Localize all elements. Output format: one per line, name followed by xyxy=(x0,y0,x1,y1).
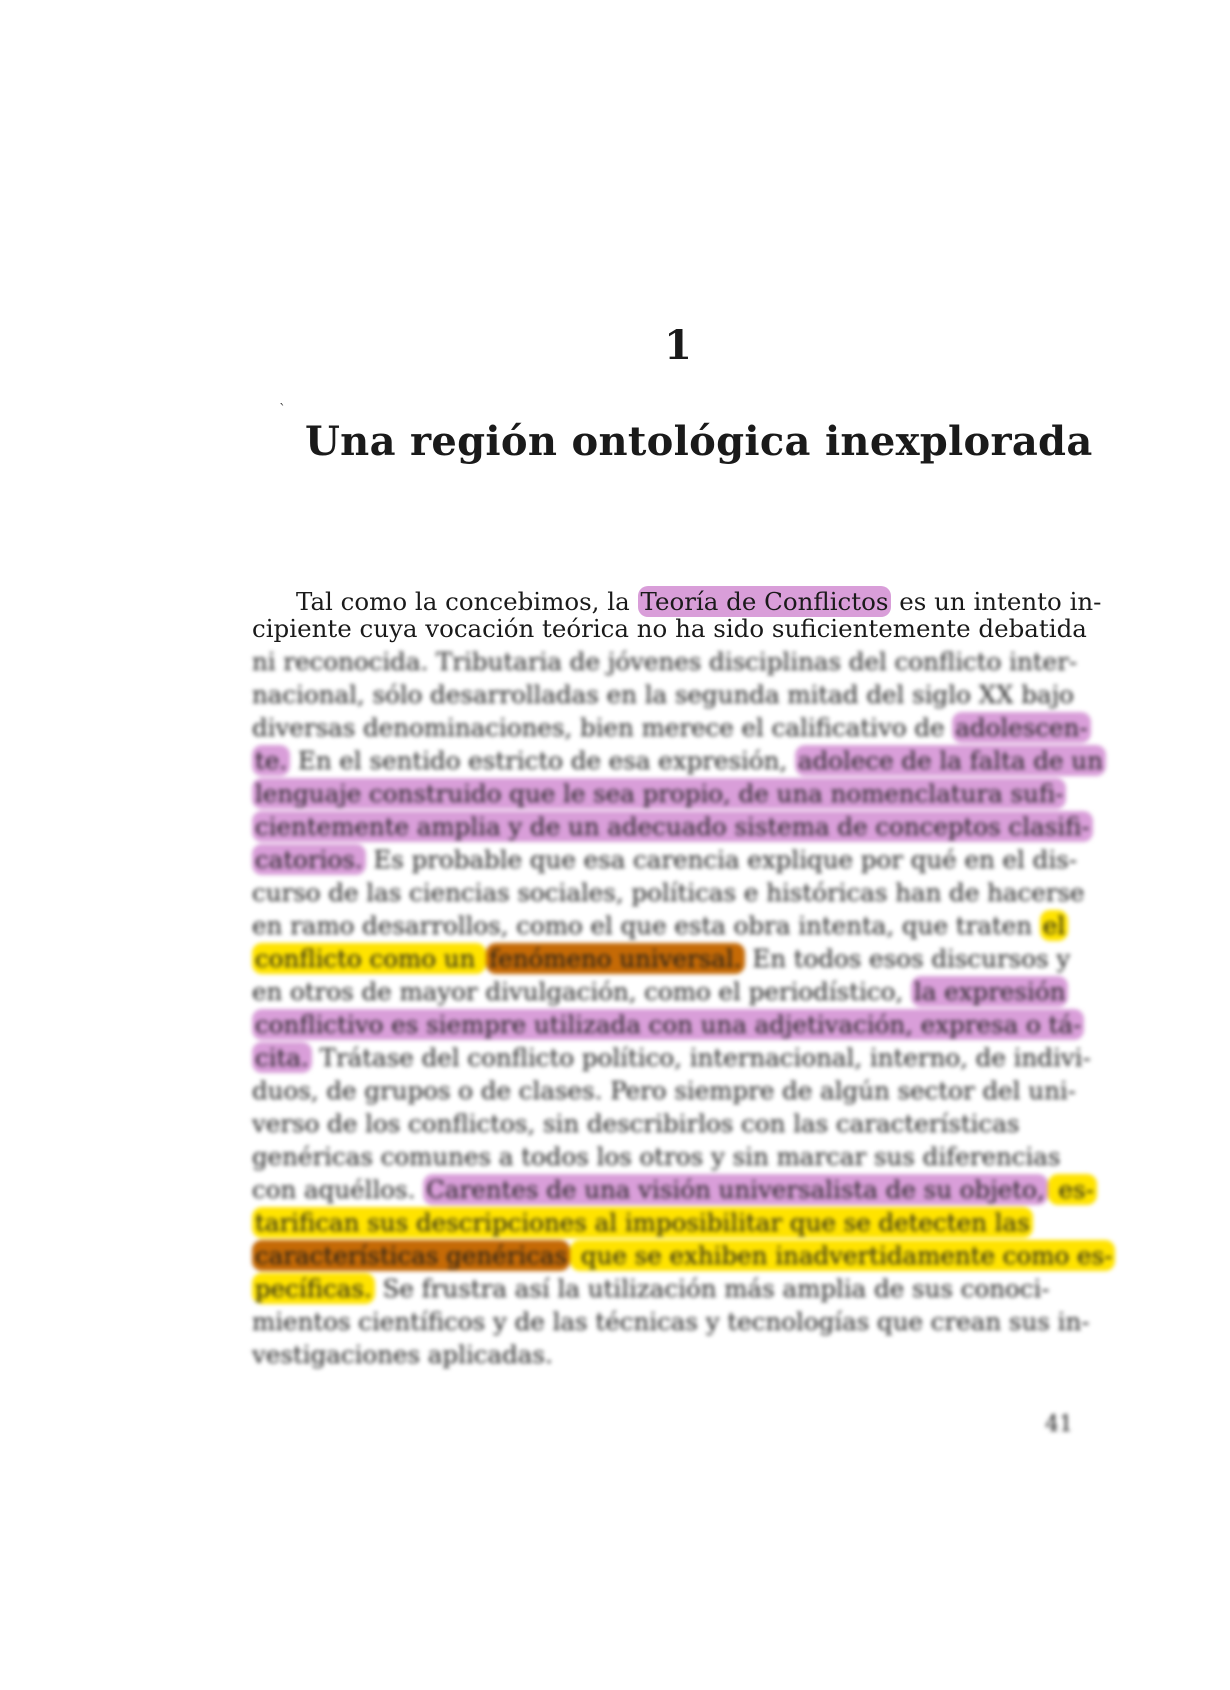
highlight-pink: te. xyxy=(252,745,290,776)
highlight-orange: fenómeno universal. xyxy=(486,943,744,974)
highlight-pink: conflictivo es siempre utilizada con una adjetivación, expresa o tá- xyxy=(252,1009,1084,1040)
highlight-pink: cientemente amplia y de un adecuado sistema de conceptos clasifi- xyxy=(252,811,1093,842)
highlight-pink: Carentes de una visión universalista de su objeto, xyxy=(423,1174,1048,1205)
chapter-title: Una región ontológica inexplorada xyxy=(305,418,1093,465)
highlight-yellow: tarifican sus descripciones al imposibilitar que se detecten las xyxy=(252,1207,1033,1238)
text-span: en ramo desarrollos, como el que esta obra intenta, que traten xyxy=(252,911,1040,940)
highlight-pink: cita. xyxy=(252,1042,312,1073)
highlight-orange: características genéricas xyxy=(252,1240,570,1271)
text-line xyxy=(252,711,1088,744)
highlight-pink: adolece de la falta de un xyxy=(795,745,1106,776)
text-line: nacional, sólo desarrolladas en la segunda mitad del siglo XX bajo xyxy=(252,680,1074,709)
text-line: verso de los conflictos, sin describirlos con las características xyxy=(252,1109,1020,1138)
blurred-text-block xyxy=(252,645,1113,1371)
text-line: ni reconocida. Tributaria de jóvenes disciplinas del conflicto inter- xyxy=(252,647,1078,676)
text-line: mientos científicos y de las técnicas y tecnologías que crean sus in- xyxy=(252,1307,1090,1336)
highlight-yellow: el xyxy=(1040,910,1068,941)
highlight-yellow: pecíficas. xyxy=(252,1273,375,1304)
text-line xyxy=(252,777,1084,810)
scan-speck: ` xyxy=(279,402,286,418)
text-line xyxy=(252,909,1084,942)
text-span: En todos esos discursos y xyxy=(744,944,1071,973)
highlight-yellow: que se exhiben inadvertidamente como es- xyxy=(570,1240,1115,1271)
text-line xyxy=(252,810,1090,843)
text-line xyxy=(252,1041,1091,1074)
text-line xyxy=(252,1206,1084,1239)
highlight-yellow: conflicto como un xyxy=(252,943,486,974)
text-line: vestigaciones aplicadas. xyxy=(252,1340,553,1369)
highlight-pink: la expresión xyxy=(911,976,1068,1007)
text-span: con aquéllos. xyxy=(252,1175,424,1204)
text-line xyxy=(252,1239,1113,1272)
highlight-pink: lenguaje construido que le sea propio, de una nomenclatura sufi- xyxy=(252,778,1066,809)
text-line xyxy=(252,1008,1084,1041)
body-paragraph xyxy=(252,585,1113,1371)
text-span: Se frustra así la utilización más amplia de sus conoci- xyxy=(374,1274,1050,1303)
text-span: Trátase del conflicto político, internacional, interno, de indivi- xyxy=(311,1043,1091,1072)
text-span: Tal como la concebimos, la xyxy=(296,587,638,616)
text-line xyxy=(252,942,1084,975)
text-line: genéricas comunes a todos los otros y sin marcar sus diferencias xyxy=(252,1142,1061,1171)
page-number: 41 xyxy=(1045,1412,1073,1437)
text-line xyxy=(252,1173,1094,1206)
text-line: duos, de grupos o de clases. Pero siempre de algún sector del uni- xyxy=(252,1076,1076,1105)
highlight-yellow: es- xyxy=(1048,1174,1097,1205)
text-span: diversas denominaciones, bien merece el calificativo de xyxy=(252,713,953,742)
text-line xyxy=(252,975,1084,1008)
text-line: curso de las ciencias sociales, políticas e históricas han de hacerse xyxy=(252,878,1085,907)
text-line xyxy=(252,1272,1084,1305)
text-line: cipiente cuya vocación teórica no ha sido suficientemente debatida xyxy=(252,614,1087,643)
chapter-number: 1 xyxy=(664,322,692,369)
text-line xyxy=(252,744,1103,777)
text-line xyxy=(252,843,1084,876)
highlight-pink: catorios. xyxy=(252,844,366,875)
text-span: En el sentido estricto de esa expresión, xyxy=(290,746,795,775)
highlight-pink: Teoría de Conflictos xyxy=(638,586,892,617)
highlight-pink: adolescen- xyxy=(952,712,1090,743)
text-span: Es probable que esa carencia explique por qué en el dis- xyxy=(365,845,1078,874)
text-span: es un intento in- xyxy=(891,587,1102,616)
text-span: en otros de mayor divulgación, como el periodístico, xyxy=(252,977,911,1006)
